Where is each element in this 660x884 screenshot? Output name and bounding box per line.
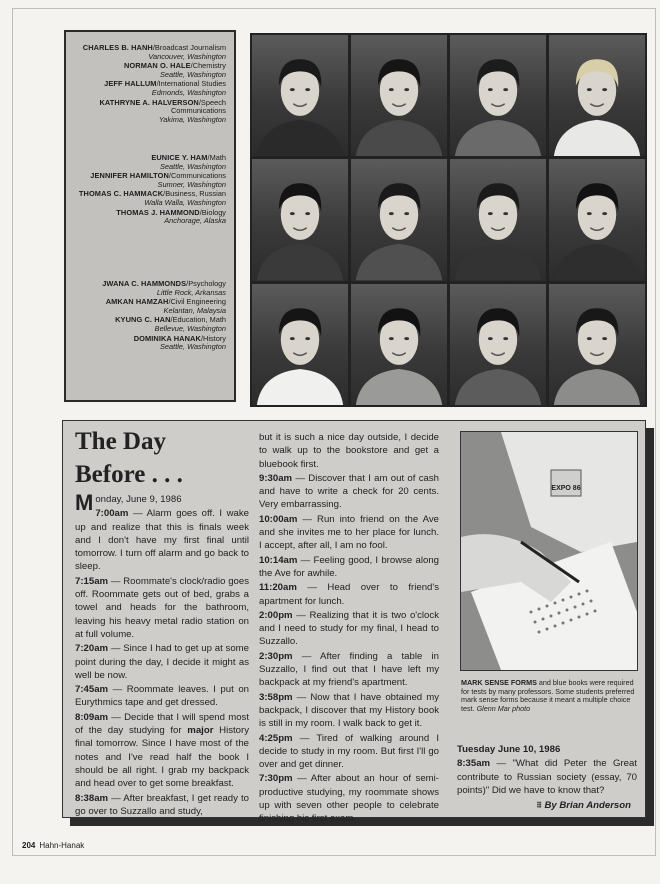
diary-entry [259, 732, 439, 772]
student-location: Yakima, Washington [158, 114, 226, 124]
entry-text: — Roommate's clock/radio goes off. Roommate gets out of bed, grabs a towel and heads for the bathroom, leaving his heavy metal radio station on at full volume. [75, 575, 249, 640]
caption-text: and blue books were required for tests by many professors. Some students preferred mark sense forms because it meant a multiple choice test. [461, 678, 635, 713]
entry-text: — Feeling good, I browse along the Ave for awhile. [259, 554, 439, 579]
student-name: KYUNG C. HAN [115, 315, 171, 325]
student-field: /Communications [168, 171, 226, 181]
student-location: Seattle, Washington [159, 342, 226, 352]
names-group-2 [66, 154, 226, 227]
names-panel [64, 30, 236, 402]
student-entry [66, 316, 226, 333]
entry-text: — Discover that I am out of cash and have to write a check for 20 cents. Very embarrassing. [259, 472, 439, 511]
entry-time: 7:00am [95, 508, 129, 520]
entry-text: — Head over to friend's apartment for lunch. [259, 582, 439, 607]
student-field: /Education, Math [170, 315, 226, 325]
student-name: AMKAN HAMZAH [105, 297, 169, 307]
diary-entry [75, 792, 249, 819]
story-column-1 [75, 490, 249, 819]
entry-text: — Run into friend on the Ave and she invites me to her place for lunch. I accept, after all, I am no fool. [259, 513, 439, 552]
entry-time: 2:00pm [259, 609, 293, 621]
names-group-1 [66, 44, 226, 125]
entry-text: — Realizing that it is two o'clock and I need to study for my final, I head to Suzzallo. [259, 609, 439, 648]
photo-credit: Glenn Mar photo [476, 703, 531, 713]
student-entry [66, 209, 226, 226]
student-location: Little Rock, Arkansas [156, 287, 226, 297]
student-location: Sumner, Washington [157, 179, 226, 189]
byline [457, 799, 637, 812]
student-portrait [351, 284, 447, 405]
story-title-line2: Before . . . [75, 461, 183, 488]
diary-entry [259, 772, 439, 825]
entry-text: — Decide that I will spend most of the day studying for [75, 711, 249, 737]
student-entry [66, 190, 226, 207]
student-entry [66, 80, 226, 97]
story-column-3 [457, 743, 637, 812]
student-name: DOMINIKA HANAK [133, 333, 201, 343]
student-location: Bellevue, Washington [154, 323, 226, 333]
entry-time: 9:30am [259, 472, 293, 484]
student-location: Anchorage, Alaska [164, 216, 226, 226]
student-field: /Chemistry [190, 61, 226, 71]
entry-text: — Alarm goes off. I wake up and realize that this is finals week and I don't have my first final until tomorrow. I turn off alarm and go back to sleep. [75, 508, 249, 573]
entry-text: — Now that I have obtained my backpack, I discover that my History book is still in my room. I walk back to get it. [259, 691, 439, 730]
entry-time: 4:25pm [259, 732, 293, 744]
student-location: Edmonds, Washington [151, 87, 226, 97]
story-date-2: Tuesday June 10, 1986 [457, 744, 561, 755]
student-name: JWANA C. HAMMONDS [102, 279, 187, 288]
entry-time: 11:20am [259, 582, 297, 594]
entry-text: — "What did Peter the Great contribute to Russian society (essay, 70 points)" Did we have to know that? [457, 758, 637, 796]
entry-text: — After about an hour of semi-productive studying, my roommate shows up with seven other people to celebrate finishing his first exam. [259, 773, 439, 825]
entry-text: — Roommate leaves. I put on Eurythmics tape and get dressed. [75, 684, 249, 709]
student-portrait [252, 284, 348, 405]
entry-time: 8:35am [457, 758, 491, 770]
student-name: THOMAS J. HAMMOND [116, 207, 200, 217]
student-field: /Civil Engineering [168, 297, 226, 307]
student-entry [66, 99, 226, 125]
student-portrait [549, 35, 645, 156]
entry-time: 8:09am [75, 711, 109, 723]
student-portrait [252, 159, 348, 280]
student-name: KATHRYNE A. HALVERSON [99, 97, 199, 107]
drop-cap: M [75, 490, 94, 515]
entry-time: 10:00am [259, 513, 298, 525]
diary-entry [259, 691, 439, 731]
student-name: CHARLES B. HANH [82, 43, 153, 52]
mark-sense-photo [460, 431, 638, 671]
story-title-line1: The Day [75, 428, 166, 455]
entry-text-cont: History final tomorrow. Since I have most of the notes and I've read half the book I should be all right. I grab my backpack and head over to get some breakfast. [75, 725, 249, 790]
student-name: JENNIFER HAMILTON [90, 171, 169, 181]
story-column-2 [259, 431, 439, 827]
student-portrait [549, 284, 645, 405]
diary-entry [75, 711, 249, 791]
student-field: /International Studies [156, 79, 226, 89]
entry-time: 7:15am [75, 575, 109, 587]
student-name: NORMAN O. HALE [123, 61, 191, 71]
names-group-3 [66, 280, 226, 353]
student-portrait [549, 159, 645, 280]
story-panel [62, 420, 646, 825]
student-entry [66, 44, 226, 61]
student-name: JEFF HALLUM [104, 79, 157, 89]
student-field: /Broadcast Journalism [152, 43, 226, 52]
student-portrait [450, 284, 546, 405]
story-col2-lead: but it is such a nice day outside, I decide to walk up to the bookstore and get a bluebook first. [259, 432, 439, 470]
student-name: EUNICE Y. HAM [151, 153, 208, 162]
page-number: 204 [22, 841, 36, 850]
portrait-grid [250, 33, 647, 407]
diary-entry [75, 642, 249, 682]
entry-time: 7:45am [75, 684, 109, 696]
student-entry [66, 172, 226, 189]
diary-entry [259, 554, 439, 581]
student-field: /Speech Communications [170, 97, 226, 116]
diary-entry [259, 650, 439, 690]
student-name: THOMAS C. HAMMACK [78, 189, 164, 199]
entry-text: — After finding a table in Suzzallo, I find out that I have left my backpack at my friend's apartment. [259, 650, 439, 689]
student-field: /History [200, 333, 226, 343]
student-entry [66, 280, 226, 297]
entry-text: — After breakfast, I get ready to go over to Suzzallo and study, [75, 792, 249, 817]
student-field: /Psychology [186, 279, 226, 288]
expo-shirt-text: EXPO 86 [551, 485, 581, 492]
student-field: /Biology [199, 207, 226, 217]
entry-emphasis: major [187, 725, 214, 737]
byline-text: By Brian Anderson [544, 800, 631, 812]
diary-entry [259, 513, 439, 553]
entry-time: 7:30pm [259, 773, 293, 785]
diary-entry [75, 507, 249, 573]
diary-entry [75, 683, 249, 710]
page-footer [22, 841, 84, 850]
student-entry [66, 298, 226, 315]
diary-entry [75, 575, 249, 641]
student-location: Vancouver, Washington [148, 51, 226, 61]
entry-time: 7:20am [75, 643, 109, 655]
diary-entry [259, 581, 439, 608]
student-entry [66, 335, 226, 352]
diary-entry [457, 757, 637, 797]
student-portrait [450, 35, 546, 156]
student-portrait [351, 159, 447, 280]
student-location: Kelantan, Malaysia [163, 305, 226, 315]
story-date-1: onday, June 9, 1986 [95, 494, 182, 505]
student-portrait [351, 35, 447, 156]
photo-caption [461, 679, 639, 713]
entry-time: 10:14am [259, 554, 298, 566]
entry-time: 8:38am [75, 792, 109, 804]
footer-section: Hahn-Hanak [39, 841, 85, 850]
diary-entry [259, 609, 439, 649]
student-location: Seattle, Washington [159, 69, 226, 79]
caption-lead: MARK SENSE FORMS [461, 678, 537, 687]
student-entry [66, 154, 226, 171]
student-portrait [450, 159, 546, 280]
entry-time: 2:30pm [259, 650, 293, 662]
entry-text: — Tired of walking around I decide to study in my room. But first I'll go over and get dinner. [259, 732, 439, 771]
student-field: /Business, Russian [163, 189, 226, 199]
story-title [75, 425, 225, 491]
entry-text: — Since I had to get up at some point during the day, I decide it might as well be now. [75, 643, 249, 681]
student-location: Seattle, Washington [159, 161, 226, 171]
student-field: /Math [207, 153, 226, 162]
student-entry [66, 62, 226, 79]
entry-time: 3:58pm [259, 691, 293, 703]
signature-mark-icon: ⩩ [536, 800, 542, 812]
diary-entry [259, 472, 439, 512]
student-location: Walla Walla, Washington [144, 197, 226, 207]
student-portrait [252, 35, 348, 156]
